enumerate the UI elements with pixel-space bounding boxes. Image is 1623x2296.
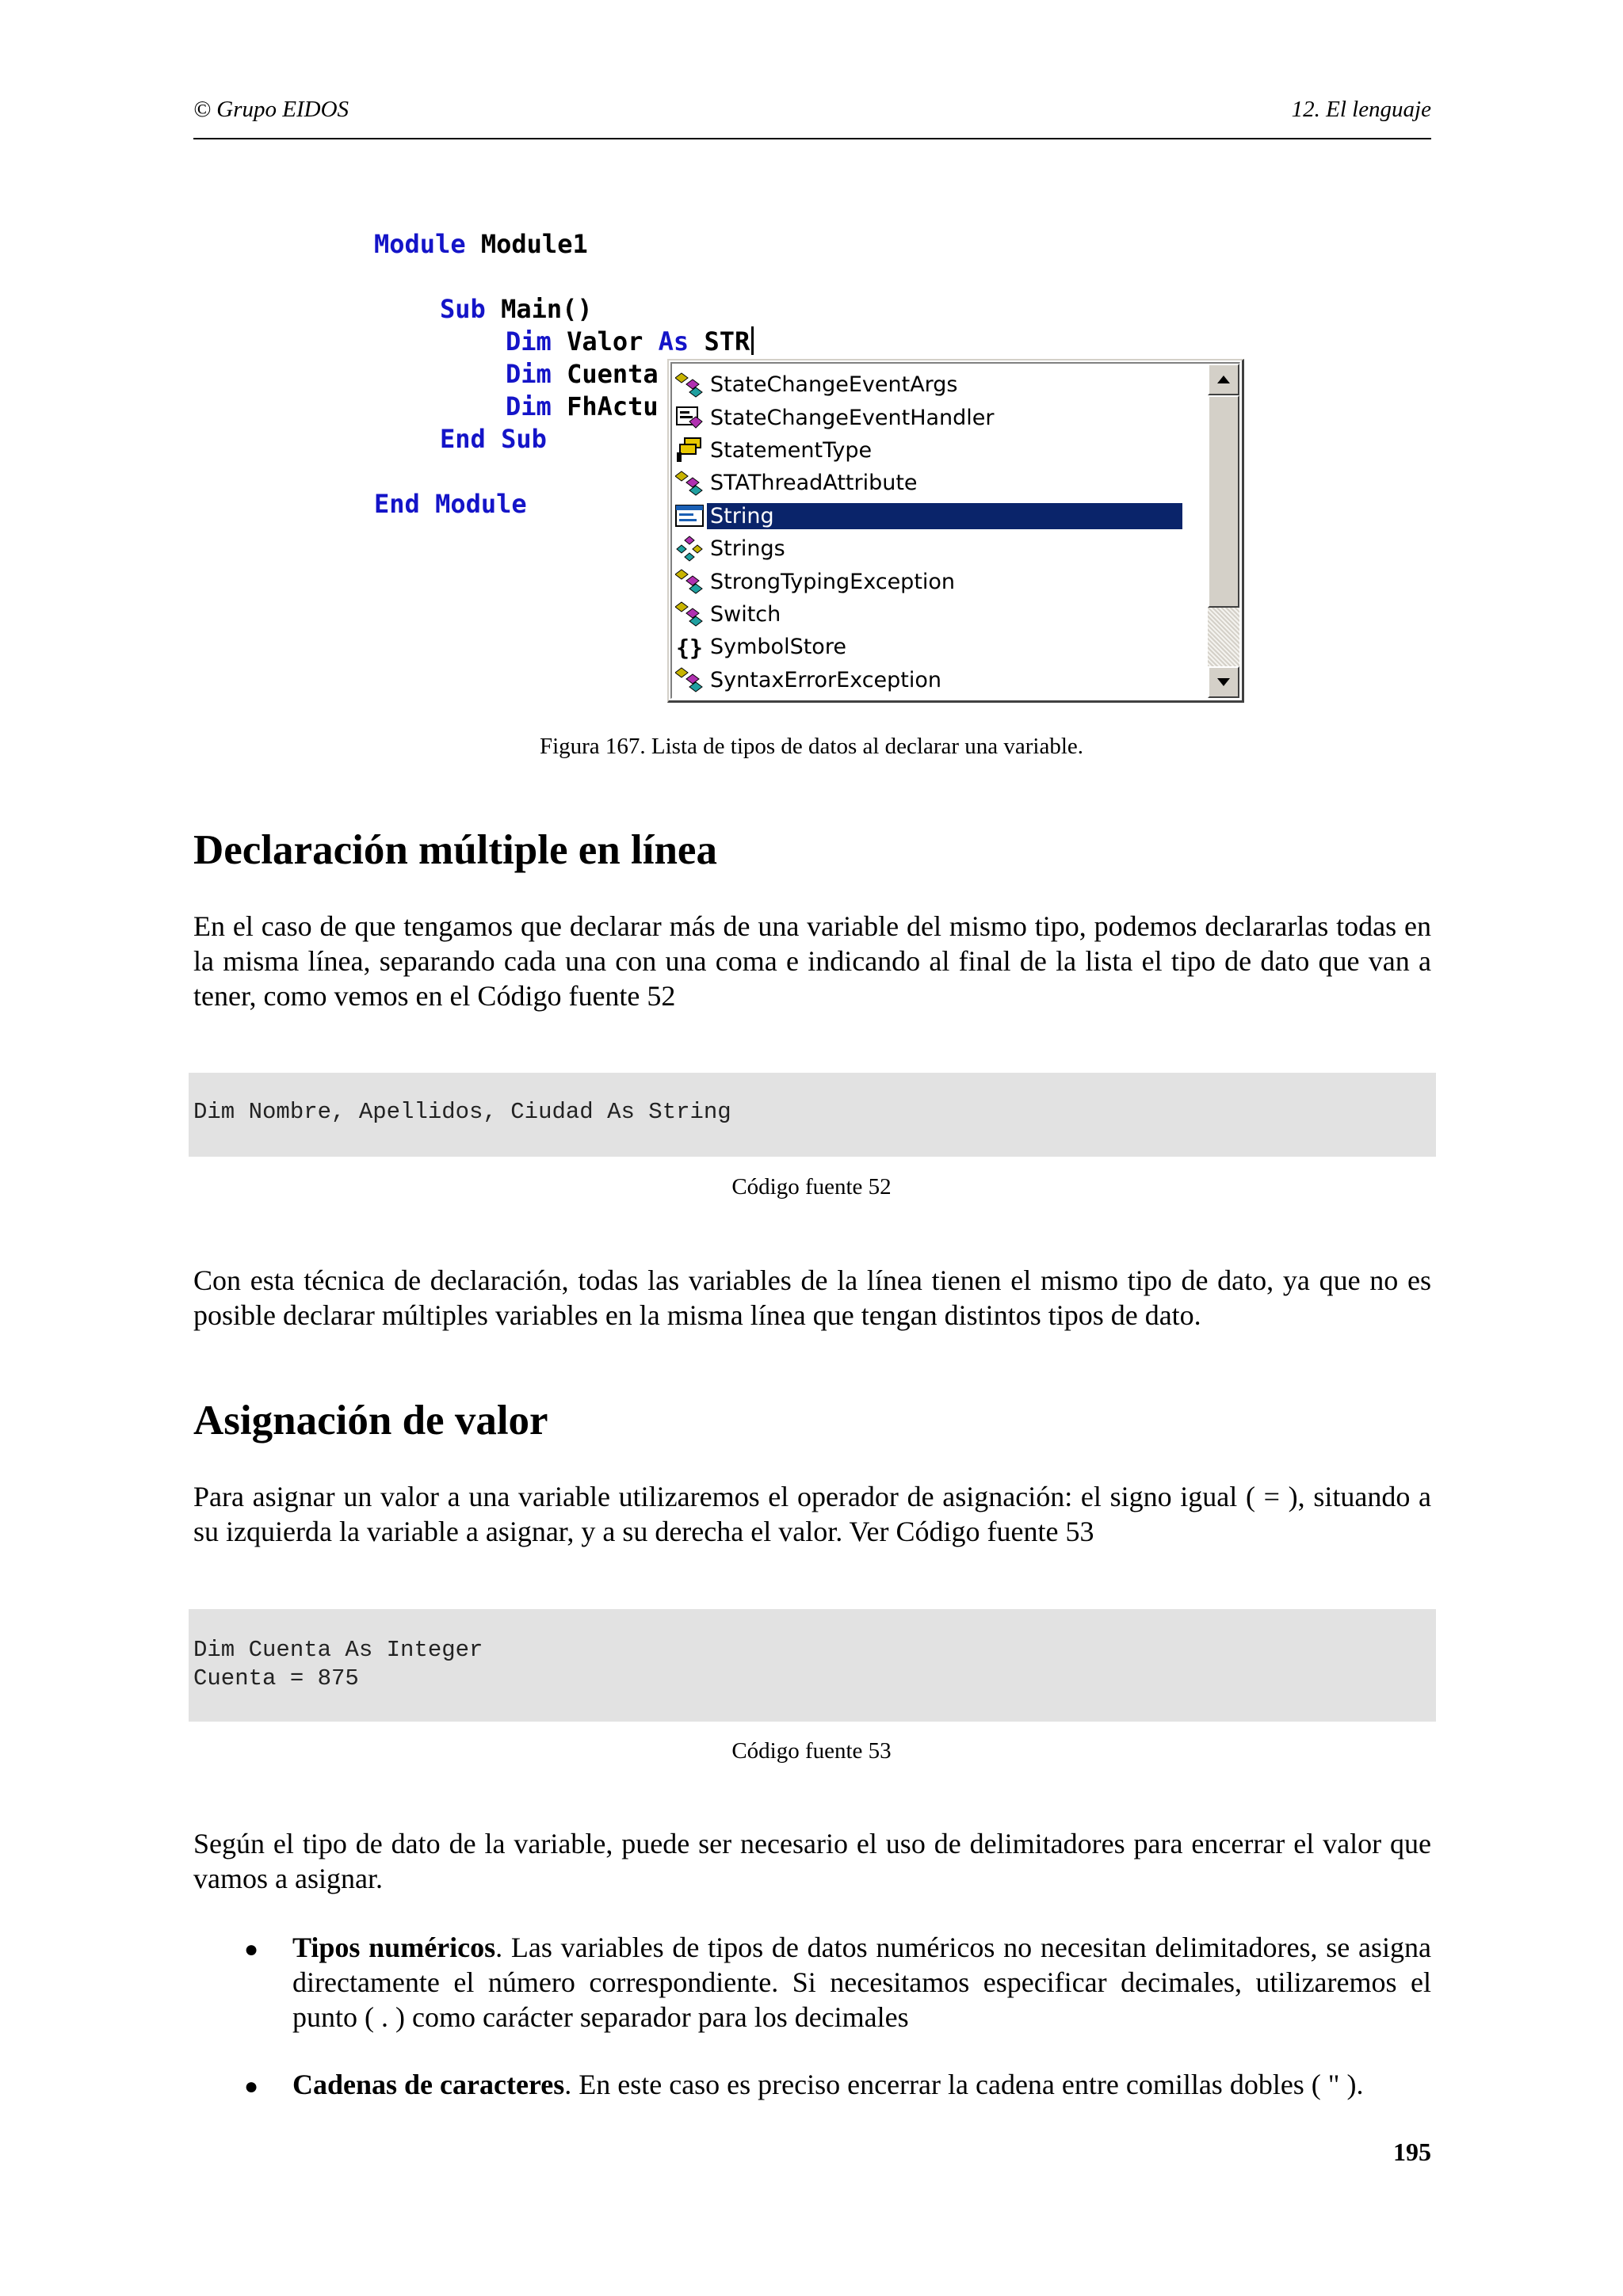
list-item[interactable]: SyntaxErrorException [672, 664, 1205, 696]
list-item[interactable]: {} SymbolStore [672, 631, 1205, 663]
code-block [189, 1073, 1436, 1157]
code-text-line: Cuenta = 875 [193, 1665, 359, 1691]
scroll-up-button[interactable] [1208, 364, 1239, 395]
arrow-down-icon [1217, 678, 1230, 686]
code-line-module: Module Module1 [374, 229, 588, 259]
code-line-dim-fhactu: Dim FhActu [506, 391, 659, 421]
code-line-end-module: End Module [374, 489, 527, 519]
paragraph: Para asignar un valor a una variable utilizaremos el operador de asignación: el signo igual ( = ), situando a su izquierda la variable a asignar, y a su derecha el valor. Ver Código fuente 53 [193, 1481, 1431, 1547]
list-item[interactable]: StateChangeEventHandler [672, 401, 1205, 433]
code-line-dim-cuenta: Dim Cuenta [506, 359, 659, 389]
arrow-up-icon [1217, 376, 1230, 383]
scroll-down-button[interactable] [1208, 666, 1239, 698]
paragraph: Con esta técnica de declaración, todas las variables de la línea tienen el mismo tipo de dato, ya que no es posible declarar múltiples variables en la misma línea que tengan distintos tipos de dato. [193, 1264, 1431, 1331]
code-caption: Código fuente 52 [731, 1174, 892, 1199]
scroll-thumb[interactable] [1208, 395, 1239, 608]
code-caption: Código fuente 53 [731, 1738, 892, 1764]
class-icon [672, 371, 707, 399]
intellisense-popup[interactable] [667, 359, 1244, 703]
page-number: 195 [1393, 2138, 1431, 2166]
section-heading: Declaración múltiple en línea [193, 827, 717, 873]
class-icon [672, 600, 707, 628]
list-item[interactable]: STAThreadAttribute [672, 467, 1205, 499]
list-item[interactable]: StrongTypingException [672, 565, 1205, 597]
bullet-item: Cadenas de caracteres. En este caso es preciso encerrar la cadena entre comillas dobles ( " ). [292, 2069, 1364, 2100]
vertical-scrollbar[interactable] [1208, 364, 1239, 698]
text-caret [751, 326, 754, 355]
bullet-marker: ● [244, 2073, 259, 2100]
enum-icon [672, 436, 707, 464]
class-icon [672, 469, 707, 498]
running-header-right: 12. El lenguaje [1291, 97, 1431, 122]
code-line-sub: Sub Main() [440, 294, 593, 324]
code-line-dim-valor[interactable]: Dim Valor As STR [506, 326, 754, 358]
code-text-line: Dim Cuenta As Integer [193, 1637, 483, 1663]
running-header-left: © Grupo EIDOS [193, 97, 349, 122]
bullet-marker: ● [244, 1936, 259, 1962]
list-item[interactable]: Strings [672, 532, 1205, 565]
header-rule [193, 138, 1431, 139]
section-heading: Asignación de valor [193, 1398, 548, 1444]
bullet-item: Tipos numéricos. Las variables de tipos de datos numéricos no necesitan delimitadores, se asigna directamente el número correspondiente. Si necesitamos especificar decimales, utilizaremos el punto ( . ) como carácter separador para los decimales [292, 1932, 1431, 2033]
list-item[interactable]: Switch [672, 598, 1205, 631]
code-line-end-sub: End Sub [440, 424, 547, 454]
list-item-selected[interactable]: String [672, 500, 1205, 532]
code-block [189, 1609, 1436, 1722]
class-icon [672, 666, 707, 694]
structure-icon [672, 502, 707, 530]
paragraph: En el caso de que tengamos que declarar más de una variable del mismo tipo, podemos declararlas todas en la misma línea, separando cada una con una coma e indicando al final de la lista el tipo de dato que van a tener, como vemos en el Código fuente 52 [193, 910, 1431, 1012]
completion-list[interactable] [672, 368, 1205, 696]
code-text: Dim Nombre, Apellidos, Ciudad As String [193, 1099, 731, 1125]
namespace-icon [672, 633, 707, 662]
figure-caption: Figura 167. Lista de tipos de datos al declarar una variable. [539, 734, 1084, 759]
delegate-icon [672, 403, 707, 432]
list-item[interactable]: StateChangeEventArgs [672, 368, 1205, 401]
class-icon [672, 567, 707, 596]
list-item[interactable]: StatementType [672, 434, 1205, 467]
module-icon [672, 535, 707, 563]
svg-text:{}: {} [676, 634, 703, 661]
paragraph: Según el tipo de dato de la variable, puede ser necesario el uso de delimitadores para encerrar el valor que vamos a asignar. [193, 1828, 1431, 1894]
